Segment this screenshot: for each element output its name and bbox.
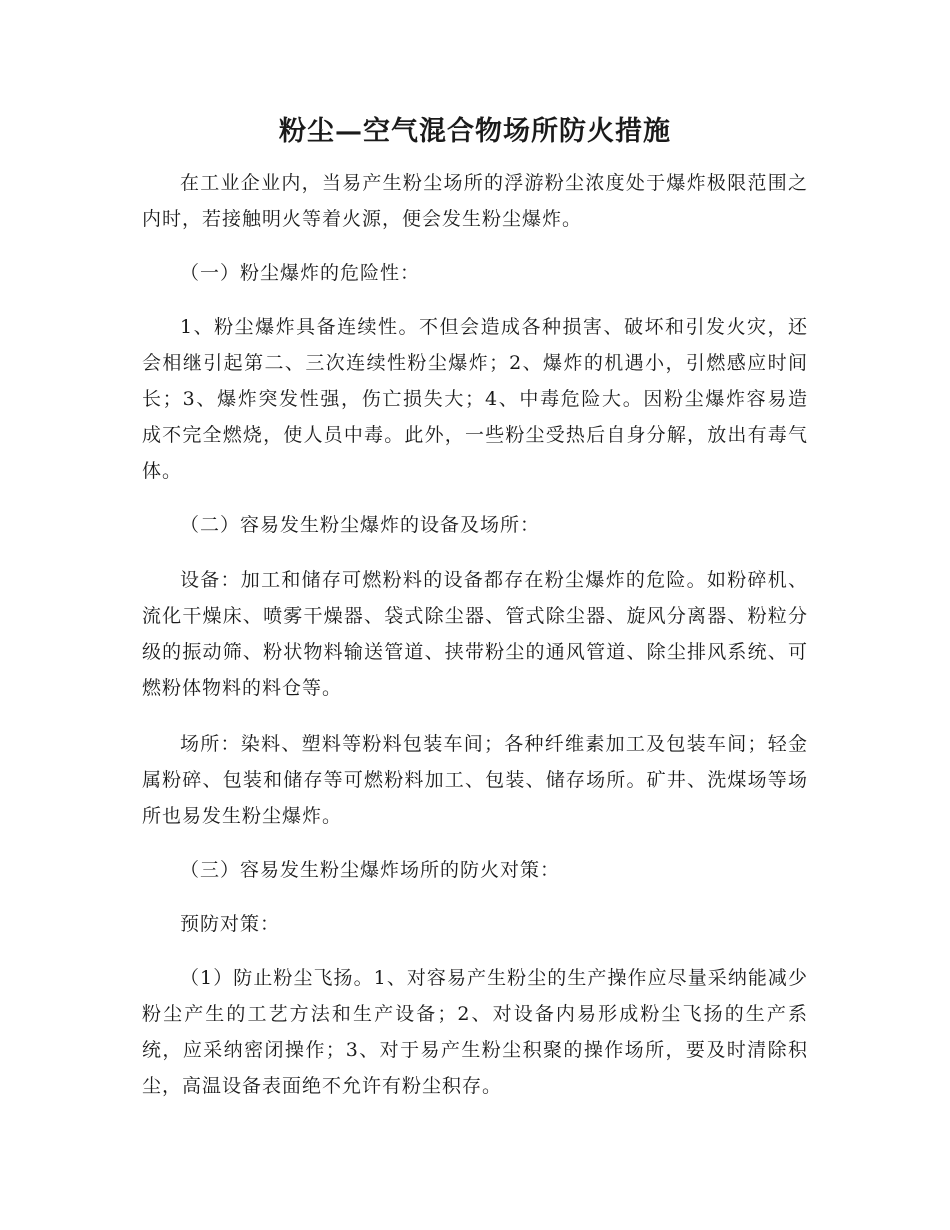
paragraph-intro: 在工业企业内，当易产生粉尘场所的浮游粉尘浓度处于爆炸极限范围之内时，若接触明火等着火源，便会发生粉尘爆炸。: [142, 172, 808, 230]
document-title: 粉尘—空气混合物场所防火措施: [279, 116, 671, 147]
paragraph-prevent-dust: （1）防止粉尘飞扬。1、对容易产生粉尘的生产操作应尽量采纳能减少粉尘产生的工艺方法和生产设备；2、对设备内易形成粉尘飞扬的生产系统，应采纳密闭操作；3、对于易产生粉尘积聚的操作场所，要及时清除积尘，高温设备表面绝不允许有粉尘积存。: [142, 967, 808, 1097]
subheading-prevention: 预防对策：: [180, 913, 281, 935]
section-heading-1: （一）粉尘爆炸的危险性：: [180, 262, 421, 284]
paragraph-danger: 1、粉尘爆炸具备连续性。不但会造成各种损害、破坏和引发火灾，还会相继引起第二、三次连续性粉尘爆炸；2、爆炸的机遇小，引燃感应时间长；3、爆炸突发性强，伤亡损失大；4、中毒危险大。因粉尘爆炸容易造成不完全燃烧，使人员中毒。此外，一些粉尘受热后自身分解，放出有毒气体。: [142, 316, 808, 482]
section-heading-3: （三）容易发生粉尘爆炸场所的防火对策：: [180, 859, 561, 881]
section-heading-2: （二）容易发生粉尘爆炸的设备及场所：: [180, 514, 541, 536]
paragraph-places: 场所：染料、塑料等粉料包装车间；各种纤维素加工及包装车间；轻金属粉碎、包装和储存等可燃粉料加工、包装、储存场所。矿井、洗煤场等场所也易发生粉尘爆炸。: [142, 733, 808, 827]
paragraph-equipment: 设备：加工和储存可燃粉料的设备都存在粉尘爆炸的危险。如粉碎机、流化干燥床、喷雾干燥器、袋式除尘器、管式除尘器、旋风分离器、粉粒分级的振动筛、粉状物料输送管道、挟带粉尘的通风管道、除尘排风系统、可燃粉体物料的料仓等。: [142, 569, 808, 699]
